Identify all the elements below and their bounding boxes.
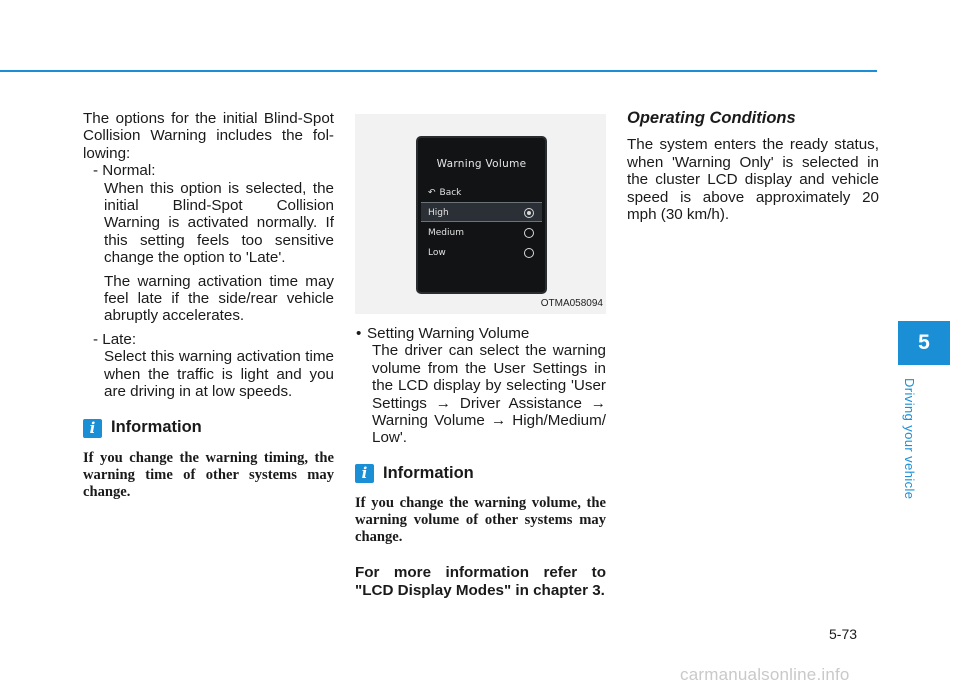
- section-body: The system enters the ready status, when 'Warning Only' is selected in the cluster LCD display and vehicle speed is above approximately 20 mph (30 km/h).: [627, 136, 879, 224]
- lcd-option-label: Medium: [428, 228, 464, 238]
- lcd-title: Warning Volume: [436, 158, 527, 170]
- page-number: 5-73: [829, 626, 858, 642]
- lcd-illustration: [355, 114, 606, 314]
- info-body: If you change the warning volume, the warning volume of other systems may change.: [355, 494, 606, 546]
- info-body: If you change the warning timing, the warning time of other systems may change.: [83, 449, 334, 500]
- bullet-heading: • Setting Warning Volume: [355, 325, 606, 342]
- info-title: Information: [111, 418, 202, 437]
- image-code: OTMA058094: [540, 297, 603, 309]
- back-arrow-icon: ↶: [428, 188, 436, 198]
- lcd-option-medium: [421, 223, 542, 243]
- normal-label: - Normal:: [93, 162, 156, 180]
- info-header-2: [355, 464, 606, 483]
- lcd-screen: [416, 136, 547, 294]
- late-description: Select this warning activation time when the traffic is light and you are driving in at low speeds.: [104, 348, 334, 401]
- chapter-label-text: Driving your vehicle: [902, 378, 917, 500]
- lcd-option-high: [421, 202, 542, 222]
- lcd-back-item: [428, 185, 461, 202]
- chapter-label: [903, 378, 921, 498]
- info-icon: i: [355, 464, 374, 483]
- column-2: [355, 110, 606, 599]
- chapter-tab: 5: [898, 321, 950, 365]
- info-title: Information: [383, 463, 474, 482]
- intro-text: The options for the initial Blind-Spot Collision Warning includes the fol-lowing:: [83, 110, 334, 162]
- radio-empty-icon: [524, 228, 534, 238]
- column-1: [83, 110, 334, 501]
- lcd-option-label: High: [428, 208, 449, 218]
- lcd-option-low: [421, 243, 542, 263]
- column-3: [627, 110, 879, 223]
- info-icon: i: [83, 419, 102, 438]
- refer-text: For more information refer to "LCD Display Modes" in chapter 3.: [355, 564, 606, 599]
- late-label: - Late:: [93, 330, 137, 348]
- radio-empty-icon: [524, 248, 534, 258]
- info-header: [83, 419, 334, 438]
- watermark: carmanualsonline.info: [680, 665, 850, 684]
- top-rule: [0, 70, 877, 72]
- normal-note: The warning activation time may feel late if the side/rear vehicle abruptly accelerates.: [104, 272, 334, 325]
- lcd-back-label: Back: [439, 188, 462, 198]
- lcd-option-label: Low: [428, 248, 446, 258]
- normal-description: When this option is selected, the initial Blind-Spot Collision Warning is activated normally. If this setting feels too sensitive change the option to 'Late'.: [104, 179, 334, 267]
- radio-selected-icon: [524, 208, 534, 218]
- bullet-body: The driver can select the warning volume from the User Settings in the LCD display by selecting 'User Settings → Driver Assistance → Warning Volume → High/Medium/ Low'.: [372, 342, 606, 447]
- section-title: Operating Conditions: [627, 109, 796, 127]
